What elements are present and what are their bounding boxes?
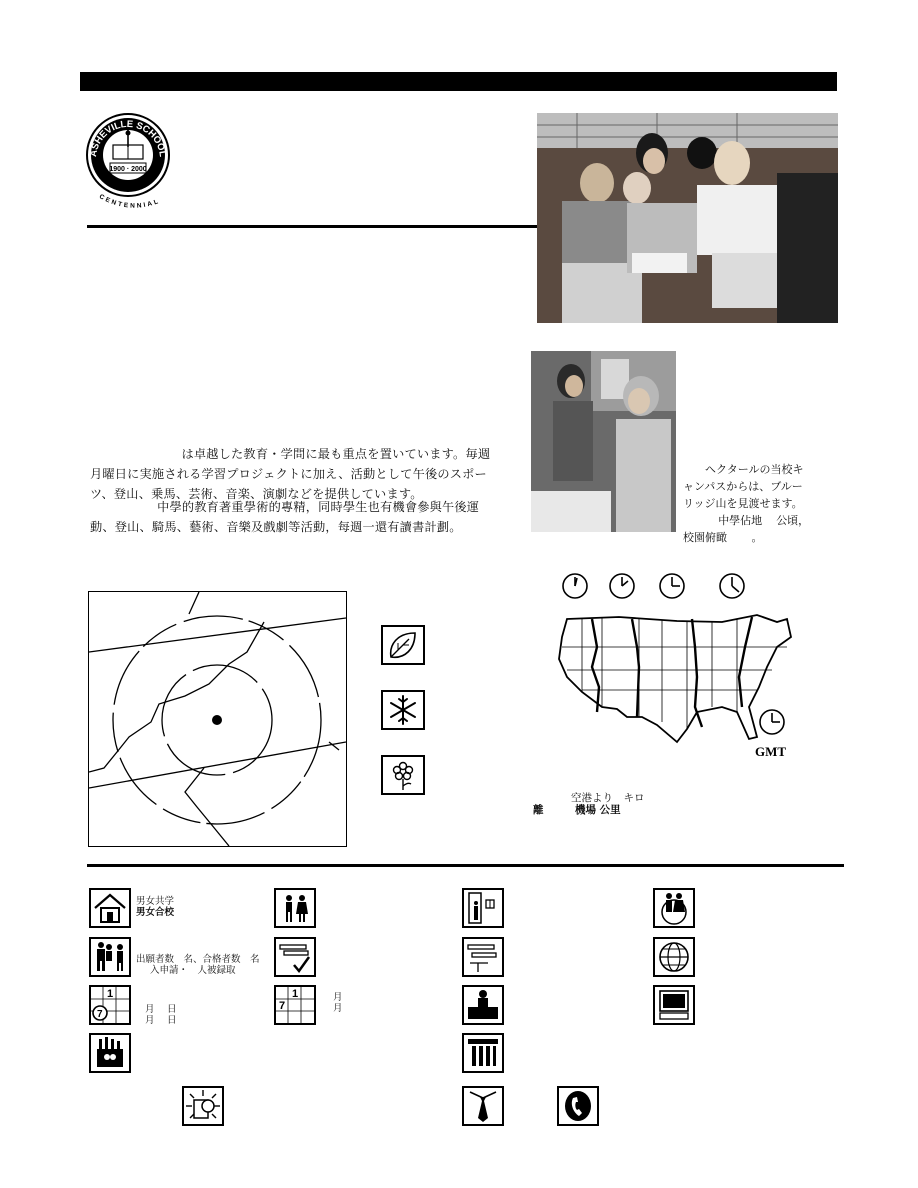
library-building-icon — [462, 1033, 504, 1073]
leaf-icon — [381, 625, 425, 665]
school-seal — [82, 113, 174, 213]
airport-japanese: 空港より キロ — [571, 792, 645, 804]
telephone-icon — [557, 1086, 599, 1126]
students-photo — [537, 113, 838, 323]
term-calendar-icon — [274, 985, 316, 1025]
applicants-icon — [89, 937, 131, 977]
svg-text:1: 1 — [292, 988, 299, 1000]
seal-years: 1900 · 2000 — [109, 166, 147, 173]
intro-japanese: は卓越した教育・学問に最も重点を置いています。毎週月曜日に実施される学習プロジェクトに加え、活動として午後のスポーツ、登山、乗馬、芸術、音楽、演劇などを提供しています。 — [90, 447, 491, 501]
school-location-dot — [212, 715, 222, 725]
applicants-japanese: 出願者数 名、合格者数 名 — [136, 954, 260, 965]
deadline-calendar-icon — [89, 985, 131, 1025]
caption-chinese-c: 校園俯瞰 — [683, 531, 727, 544]
deadline-month2: 月 — [145, 1015, 155, 1026]
acceptance-icon — [274, 937, 316, 977]
deadline-day1: 日 — [167, 1004, 177, 1015]
seal-name: ASHEVILLE SCHOOL — [87, 118, 168, 158]
caption-chinese-d: 。 — [751, 531, 763, 544]
caption-chinese-b: 公頃， — [776, 514, 810, 527]
header-bar — [80, 72, 837, 91]
application-form-icon — [462, 937, 504, 977]
international-students-icon — [653, 888, 695, 928]
snowflake-icon — [381, 690, 425, 730]
deadline-day2: 日 — [167, 1015, 177, 1026]
facts-rule — [87, 864, 844, 867]
coed-house-icon — [89, 888, 131, 928]
svg-text:7: 7 — [279, 1000, 286, 1012]
gender-icon — [274, 888, 316, 928]
seal-subtitle: CENTENNIAL — [97, 193, 162, 210]
deadline-month1: 月 — [145, 1004, 155, 1015]
svg-text:7: 7 — [97, 1009, 103, 1020]
term-month1: 月 — [333, 992, 343, 1003]
title-rule — [87, 225, 537, 228]
teacher-photo — [531, 351, 676, 532]
globe-icon — [653, 937, 695, 977]
activities-icon — [89, 1033, 131, 1073]
flower-icon — [381, 755, 425, 795]
term-month2: 月 — [333, 1003, 343, 1014]
caption-chinese-a: 中學佔地 — [718, 514, 763, 527]
coed-japanese: 男女共学 — [136, 896, 175, 907]
climate-sun-icon — [182, 1086, 224, 1126]
teacher-desk-icon — [462, 985, 504, 1025]
applicants-chinese: 入申請・ 人被録取 — [150, 965, 236, 976]
dress-code-tie-icon — [462, 1086, 504, 1126]
gmt-label: GMT — [755, 744, 787, 759]
regional-map — [88, 591, 347, 847]
coed-chinese: 男女合校 — [136, 907, 175, 918]
intro-chinese: 中學的教育著重學術的專精，同時學生也有機會參與午後運動、登山、騎馬、藝術、音樂及戲劇等活動，每週一還有讀書計劃。 — [90, 500, 480, 534]
svg-text:1: 1 — [107, 988, 114, 1000]
us-timezone-map — [527, 567, 797, 763]
computer-icon — [653, 985, 695, 1025]
dormitory-icon — [462, 888, 504, 928]
airport-chinese: 離 機場 公里 — [533, 804, 621, 816]
caption-japanese: ヘクタールの当校キャンパスからは、ブルーリッジ山を見渡せます。 — [683, 463, 804, 510]
campus-caption — [683, 461, 813, 546]
